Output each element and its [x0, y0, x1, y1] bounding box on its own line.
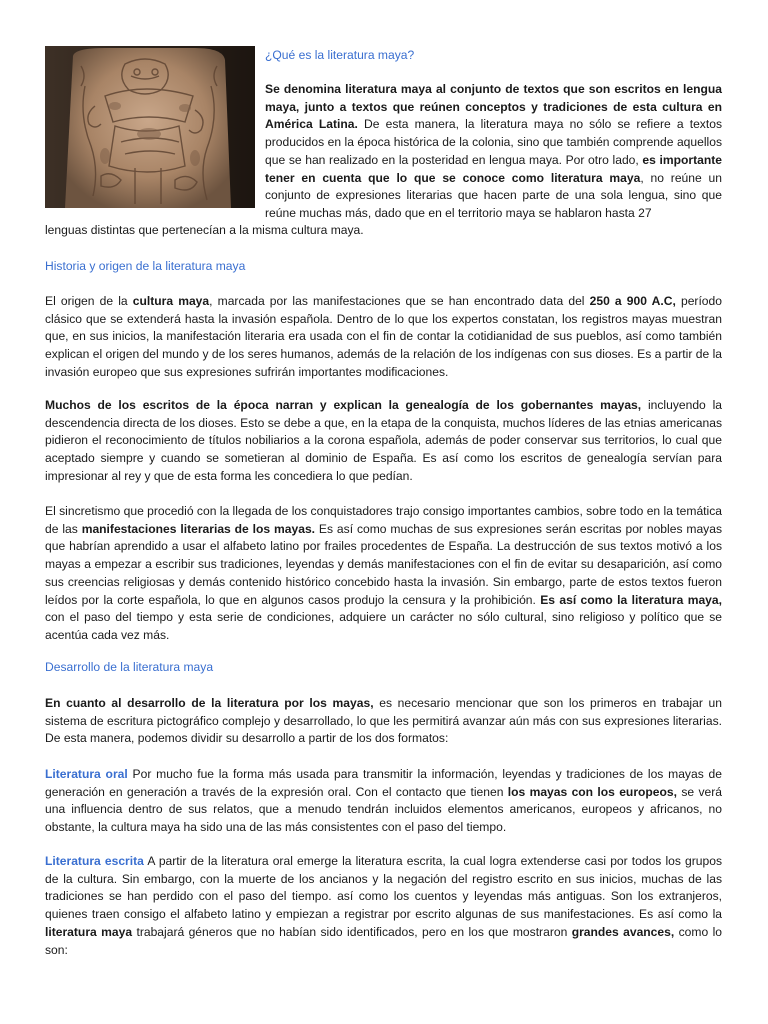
written-literature-label: Literatura escrita: [45, 854, 144, 868]
intro-paragraph: [265, 81, 722, 223]
text-run: Por mucho fue la forma más usada para transmitir la información, leyendas y tradiciones de los mayas de generación en generación a través de la expresión oral. Con el contacto que tienen: [45, 767, 722, 799]
oral-literature-paragraph: [45, 766, 722, 837]
bold-run: Muchos de los escritos de la época narran y explican la genealogía de los gobernantes mayas,: [45, 398, 642, 412]
history-paragraph-1: [45, 293, 722, 382]
history-paragraph-2: [45, 397, 722, 486]
section-heading-history: Historia y origen de la literatura maya: [45, 259, 246, 273]
page-title: ¿Qué es la literatura maya?: [265, 48, 415, 62]
text-run: A partir de la literatura oral emerge la literatura escrita, la cual logra extenderse casi por todos los grupos de la cultura. Sin embargo, con la muerte de los ancianos y la negación del registro escrito en sus inicios, muchas de las tradiciones se han perdido con el paso del tiempo. así como los cuentos y leyendas más antiguas. Son los extranjeros, quienes traen consigo el alfabeto latino y empiezan a registrar por escrito algunas de sus manifestaciones. Es así como la: [45, 854, 723, 922]
history-paragraph-3: [45, 503, 722, 645]
bold-run: Es así como la literatura maya,: [540, 592, 722, 607]
bold-run: manifestaciones literarias de los mayas.: [81, 521, 316, 536]
text-run: Es así como muchas de sus expresiones serán escritas por nobles mayas que habrían aprendido a usar el alfabeto latino por frailes procedentes de España. La destrucción de sus textos motivó a los mayas a empezar a escribir sus tradiciones, leyendas y demás manifestaciones con el fin de evitar su desaparición, así como sus creencias religiosas y demás contenido histórico concebido hasta la invasión. Sin embargo, parte de estos textos fueron leídos por la corte española, lo que en algunos casos produjo la censura y la prohibición.: [45, 521, 722, 607]
bold-run: En cuanto al desarrollo de la literatura por los mayas,: [45, 696, 374, 710]
text-run: trabajará géneros que no habían sido identificados, pero en los que mostraron: [132, 924, 572, 939]
bold-run: literatura maya: [45, 924, 133, 939]
oral-literature-label: Literatura oral: [45, 767, 128, 781]
bold-run: los mayas con los europeos,: [507, 784, 678, 799]
intro-text-1: De esta manera, la literatura maya no sólo se refiere a textos producidos en la época histórica de la colonia, sino que también comprende aquellos que se han realizado en la posteridad en lengua maya. Por otro lado,: [265, 117, 722, 167]
section-heading-development: Desarrollo de la literatura maya: [45, 660, 214, 674]
intro-bold-2: es importante tener en cuenta que lo que se conoce como literatura maya: [265, 152, 722, 185]
written-literature-paragraph: [45, 853, 722, 959]
text-run: incluyendo la descendencia directa de los dioses. Esto se debe a que, en la etapa de la conquista, muchos líderes de las etnias americanas pidieron el reconocimiento de títulos nobiliarios a la corona española, además de poder conservar sus territorios, lo cual que aceptado siempre y cuando se sometieran al dominio de España. Es así como los escritos de genealogía servían para impresionar al rey y que de esta forma les concediera lo que pedían.: [45, 398, 722, 483]
development-paragraph-1: [45, 695, 722, 748]
bold-run: grandes avances,: [571, 924, 675, 939]
text-run: como lo son:: [45, 924, 722, 957]
text-run: El origen de la: [45, 294, 133, 308]
text-run: se verá una influencia dentro de sus relatos, que a menudo tendrán incluidos elementos americanos, europeos y africanos, no obstante, la cultura maya ha sido una de las más consistentes con el paso del tiempo.: [45, 784, 722, 835]
bold-run: cultura maya: [132, 294, 210, 308]
text-run: , marcada por las manifestaciones que se han encontrado data del: [209, 294, 590, 308]
text-run: El sincretismo que procedió con la llegada de los conquistadores trajo consigo importantes cambios, sobre todo en la temática de las: [45, 504, 722, 536]
intro-text-2: , no reúne un conjunto de expresiones literarias que hacen parte de una sola lengua, sino que reúne muchas más, dado que en el territorio maya se hablaron hasta 27: [265, 170, 722, 220]
intro-bold-1: Se denomina literatura maya al conjunto de textos que son escritos en lengua maya, junto a textos que reúnen conceptos y tradiciones de esta cultura en América Latina.: [265, 82, 722, 132]
text-run: es necesario mencionar que son los primeros en trabajar un sistema de escritura pictográfico complejo y desarrollado, lo que les permitirá avanzar aún más con sus expresiones literarias. De esta manera, podemos dividir su desarrollo a partir de los dos formatos:: [45, 696, 722, 746]
text-run: período clásico que se extenderá hasta la invasión española. Dentro de lo que los expertos constatan, los registros mayas muestran que, en sus inicios, la manifestación literaria era usada con el fin de contar la cotidianidad de sus pueblos, así como también explican el origen del mundo y de los seres humanos, además de la relación de los indígenas con sus dioses. Es a partir de la invasión europeo que sus expresiones sufrirán importantes modificaciones.: [45, 294, 722, 379]
text-run: con el paso del tiempo y esta serie de condiciones, adquiere un carácter no sólo cultural, sino religioso y político que se acentúa cada vez más.: [45, 610, 722, 642]
bold-run: 250 a 900 A.C,: [589, 294, 676, 308]
intro-paragraph-tail: lenguas distintas que pertenecían a la misma cultura maya.: [45, 223, 364, 237]
stela-photo-graphic: [45, 46, 255, 208]
maya-stela-image: [45, 46, 255, 208]
